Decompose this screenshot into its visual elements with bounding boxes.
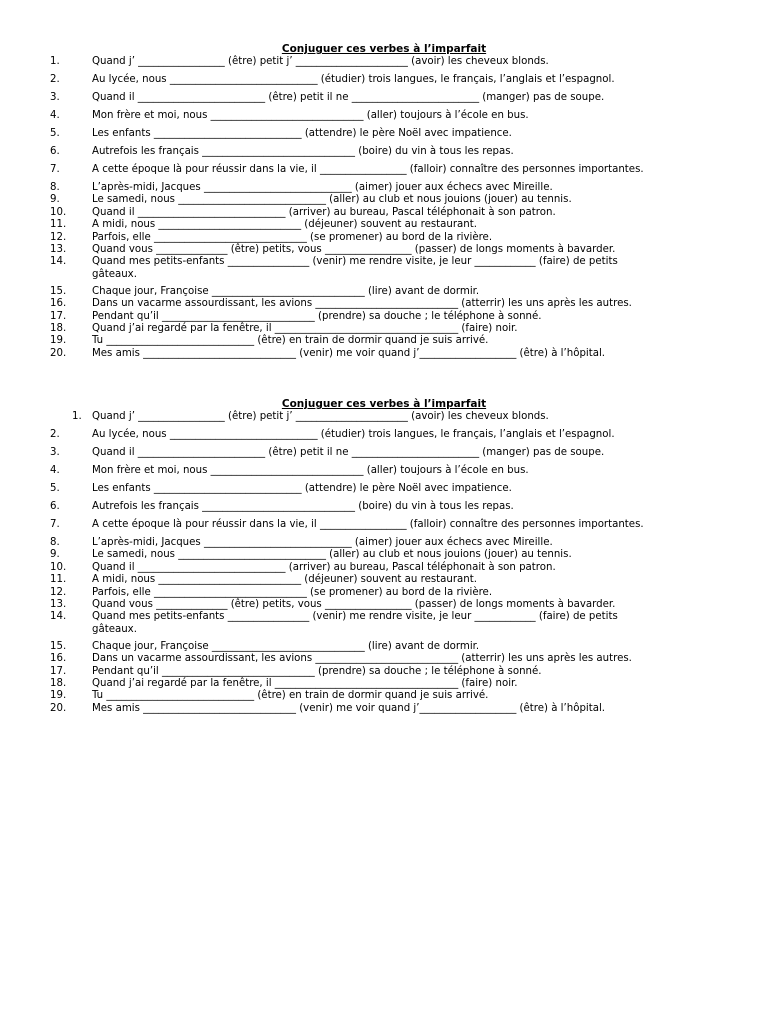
exercise-text: Parfois, elle ______________________________ (se promener) au bord de la rivière.	[92, 586, 493, 598]
exercise-item	[0, 501, 768, 519]
exercise-number: 13.	[50, 243, 67, 255]
exercise-number: 11.	[50, 219, 67, 231]
exercise-text: Les enfants _____________________________ (attendre) le père Noël avec impatience.	[92, 128, 512, 139]
exercise-number: 20.	[50, 347, 67, 359]
exercise-number: 1.	[50, 56, 60, 67]
exercise-text: Pendant qu’il ______________________________ (prendre) sa douche ; le téléphone à sonné.	[92, 665, 542, 677]
exercise-text: A cette époque là pour réussir dans la vie, il _________________ (falloir) connaître des personnes importantes.	[92, 164, 644, 175]
exercise-text: A midi, nous ____________________________ (déjeuner) souvent au restaurant.	[92, 574, 477, 586]
exercise-text: Quand mes petits-enfants ________________ (venir) me rendre visite, je leur ____________ (faire) de petits	[92, 611, 618, 623]
exercise-number: 3.	[50, 447, 60, 458]
exercise-item	[0, 703, 768, 715]
exercise-item	[0, 678, 768, 690]
exercise-item	[0, 411, 768, 429]
exercise-item	[0, 537, 768, 549]
exercise-text: Chaque jour, Françoise ______________________________ (lire) avant de dormir.	[92, 640, 480, 652]
exercise-item	[0, 574, 768, 586]
exercise-item	[0, 74, 768, 92]
exercise-text: Mon frère et moi, nous ______________________________ (aller) toujours à l’école en bus.	[92, 110, 529, 121]
exercise-item	[0, 110, 768, 128]
exercise-number: 2.	[50, 429, 60, 440]
exercise-item	[0, 146, 768, 164]
exercise-number: 5.	[50, 483, 60, 494]
exercise-number: 15.	[50, 640, 67, 652]
exercise-number: 1.	[72, 411, 82, 422]
exercise-item	[0, 298, 768, 310]
exercise-item	[0, 447, 768, 465]
exercise-text: A midi, nous ____________________________ (déjeuner) souvent au restaurant.	[92, 219, 477, 231]
exercise-item	[0, 92, 768, 110]
exercise-item	[0, 562, 768, 574]
exercise-number: 18.	[50, 323, 67, 335]
exercise-text: Quand j’ _________________ (être) petit j’ ______________________ (avoir) les cheveux blonds.	[92, 56, 549, 67]
exercise-number: 12.	[50, 231, 67, 243]
exercise-text: Quand mes petits-enfants ________________ (venir) me rendre visite, je leur ____________ (faire) de petits	[92, 256, 618, 268]
exercise-item	[0, 641, 768, 653]
exercise-text: Les enfants _____________________________ (attendre) le père Noël avec impatience.	[92, 483, 512, 494]
exercise-item	[0, 666, 768, 678]
exercise-number: 19.	[50, 335, 67, 347]
exercise-text: L’après-midi, Jacques _____________________________ (aimer) jouer aux échecs avec Mireille.	[92, 537, 553, 548]
exercise-text: Quand il _________________________ (être) petit il ne _________________________ (manger) pas de soupe.	[92, 447, 605, 458]
exercise-number: 19.	[50, 690, 67, 702]
exercise-text: Quand j’ai regardé par la fenêtre, il ____________________________________ (faire) noir.	[92, 678, 518, 690]
exercise-item	[0, 56, 768, 74]
exercise-number: 20.	[50, 702, 67, 714]
exercise-item	[0, 219, 768, 231]
exercise-number: 8.	[50, 182, 60, 193]
exercise-number: 2.	[50, 74, 60, 85]
exercise-item	[0, 549, 768, 561]
exercise-text-continued: gâteaux.	[92, 268, 137, 280]
exercise-item	[0, 653, 768, 665]
exercise-number: 13.	[50, 598, 67, 610]
exercise-text: Mes amis ______________________________ (venir) me voir quand j’___________________ (être) à l’hôpital.	[92, 702, 606, 714]
exercise-number: 17.	[50, 310, 67, 322]
exercise-item	[0, 690, 768, 702]
exercise-text: Tu _____________________________ (être) en train de dormir quand je suis arrivé.	[92, 690, 489, 702]
exercise-text: Pendant qu’il ______________________________ (prendre) sa douche ; le téléphone à sonné.	[92, 310, 542, 322]
worksheet-title: Conjuguer ces verbes à l’imparfait	[281, 43, 487, 55]
exercise-number: 6.	[50, 146, 60, 157]
exercise-text: Quand il _____________________________ (arriver) au bureau, Pascal téléphonait à son patron.	[92, 561, 556, 573]
exercise-number: 17.	[50, 665, 67, 677]
worksheet-2	[0, 397, 768, 715]
exercise-number: 10.	[50, 206, 67, 218]
exercise-text: L’après-midi, Jacques _____________________________ (aimer) jouer aux échecs avec Mireille.	[92, 182, 553, 193]
exercise-text: Mon frère et moi, nous ______________________________ (aller) toujours à l’école en bus.	[92, 465, 529, 476]
exercise-number: 9.	[50, 194, 60, 206]
exercise-text: Quand il _________________________ (être) petit il ne _________________________ (manger) pas de soupe.	[92, 92, 605, 103]
exercise-text: Quand il _____________________________ (arriver) au bureau, Pascal téléphonait à son patron.	[92, 206, 556, 218]
exercise-text: Quand j’ai regardé par la fenêtre, il ____________________________________ (faire) noir.	[92, 323, 518, 335]
exercise-number: 8.	[50, 537, 60, 548]
exercise-number: 6.	[50, 501, 60, 512]
exercise-item	[0, 348, 768, 360]
exercise-text: Autrefois les français ______________________________ (boire) du vin à tous les repas.	[92, 501, 514, 512]
exercise-number: 11.	[50, 574, 67, 586]
exercise-item	[0, 194, 768, 206]
exercise-text: Chaque jour, Françoise ______________________________ (lire) avant de dormir.	[92, 285, 480, 297]
exercise-number: 15.	[50, 285, 67, 297]
exercise-item	[0, 311, 768, 323]
exercise-text: Mes amis ______________________________ (venir) me voir quand j’___________________ (être) à l’hôpital.	[92, 347, 606, 359]
exercise-text: Tu _____________________________ (être) en train de dormir quand je suis arrivé.	[92, 335, 489, 347]
exercise-number: 4.	[50, 465, 60, 476]
exercise-item	[0, 232, 768, 244]
exercise-text: Dans un vacarme assourdissant, les avions ____________________________ (atterrir) les uns après les autres.	[92, 653, 632, 665]
exercise-item	[0, 483, 768, 501]
exercise-item	[0, 465, 768, 483]
exercise-text: Le samedi, nous _____________________________ (aller) au club et nous jouions (jouer) au tennis.	[92, 549, 572, 561]
exercise-number: 7.	[50, 164, 60, 175]
exercise-number: 3.	[50, 92, 60, 103]
exercise-text: Au lycée, nous _____________________________ (étudier) trois langues, le français, l’anglais et l’espagnol.	[92, 429, 615, 440]
exercise-item	[0, 286, 768, 298]
exercise-item	[0, 587, 768, 599]
exercise-number: 18.	[50, 678, 67, 690]
exercise-item	[0, 164, 768, 182]
exercise-item	[0, 429, 768, 447]
exercise-item	[0, 207, 768, 219]
exercise-number: 14.	[50, 256, 67, 268]
exercise-number: 16.	[50, 298, 67, 310]
exercise-item	[0, 335, 768, 347]
exercise-number: 5.	[50, 128, 60, 139]
exercise-text: Le samedi, nous _____________________________ (aller) au club et nous jouions (jouer) au tennis.	[92, 194, 572, 206]
exercise-number: 7.	[50, 519, 60, 530]
exercise-number: 10.	[50, 561, 67, 573]
exercise-item	[0, 128, 768, 146]
exercise-text: Quand vous ______________ (être) petits, vous _________________ (passer) de longs moments à bavarder.	[92, 243, 616, 255]
exercise-text: A cette époque là pour réussir dans la vie, il _________________ (falloir) connaître des personnes importantes.	[92, 519, 644, 530]
exercise-text: Quand j’ _________________ (être) petit j’ ______________________ (avoir) les cheveux blonds.	[92, 411, 549, 422]
exercise-text: Au lycée, nous _____________________________ (étudier) trois langues, le français, l’anglais et l’espagnol.	[92, 74, 615, 85]
exercise-item	[0, 256, 768, 286]
exercise-text-continued: gâteaux.	[92, 623, 137, 635]
exercise-item	[0, 599, 768, 611]
exercise-number: 14.	[50, 611, 67, 623]
exercise-list	[0, 411, 768, 715]
exercise-text: Dans un vacarme assourdissant, les avions ____________________________ (atterrir) les uns après les autres.	[92, 298, 632, 310]
exercise-number: 4.	[50, 110, 60, 121]
exercise-number: 9.	[50, 549, 60, 561]
exercise-text: Autrefois les français ______________________________ (boire) du vin à tous les repas.	[92, 146, 514, 157]
worksheet-1	[0, 42, 768, 360]
exercise-item	[0, 323, 768, 335]
exercise-list	[0, 56, 768, 360]
exercise-item	[0, 244, 768, 256]
exercise-text: Quand vous ______________ (être) petits, vous _________________ (passer) de longs moments à bavarder.	[92, 598, 616, 610]
exercise-item	[0, 519, 768, 537]
exercise-item	[0, 182, 768, 194]
worksheet-title: Conjuguer ces verbes à l’imparfait	[281, 398, 487, 410]
exercise-item	[0, 611, 768, 641]
exercise-text: Parfois, elle ______________________________ (se promener) au bord de la rivière.	[92, 231, 493, 243]
exercise-number: 12.	[50, 586, 67, 598]
exercise-number: 16.	[50, 653, 67, 665]
